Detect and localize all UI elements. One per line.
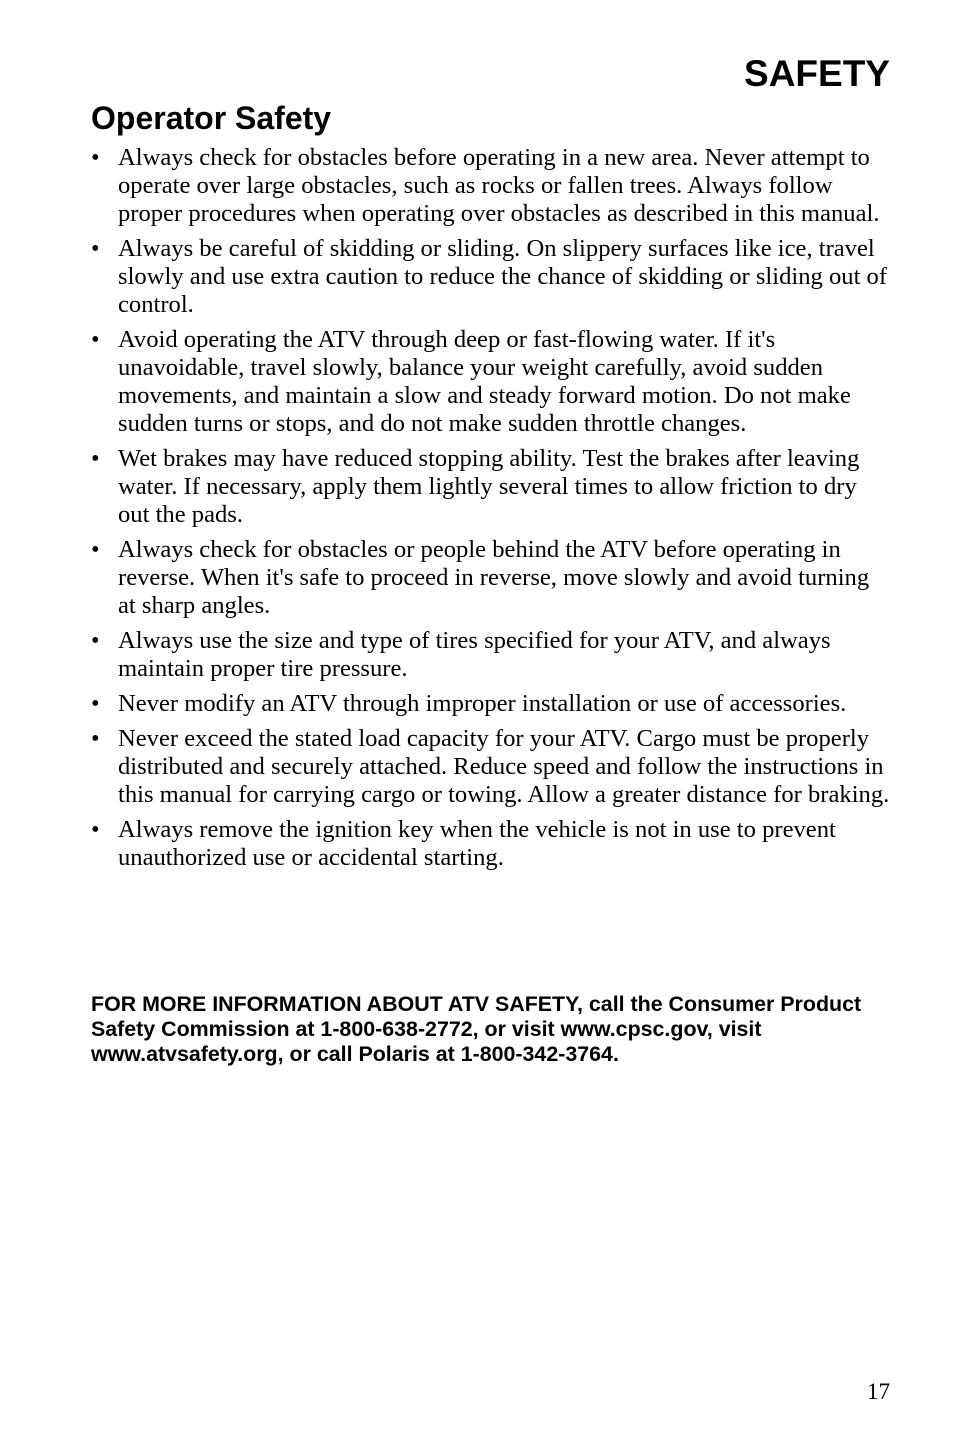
list-item bbox=[91, 144, 891, 228]
list-item bbox=[91, 627, 891, 683]
list-item-text: Always check for obstacles or people behind the ATV before operating in reverse. When it's safe to proceed in reverse, move slowly and avoid turning at sharp angles. bbox=[118, 536, 870, 619]
list-item-text: Never exceed the stated load capacity for your ATV. Cargo must be properly distributed and securely attached. Reduce speed and follow the instructions in this manual for carrying cargo or towing. Allow a greater distance for braking. bbox=[118, 725, 890, 808]
safety-bullet-list bbox=[91, 144, 891, 879]
bullet-icon: • bbox=[91, 144, 100, 171]
list-item bbox=[91, 690, 891, 718]
list-item-text: Wet brakes may have reduced stopping ability. Test the brakes after leaving water. If necessary, apply them lightly several times to allow friction to dry out the pads. bbox=[118, 445, 860, 528]
list-item bbox=[91, 235, 891, 319]
page-number: 17 bbox=[867, 1379, 890, 1404]
list-item bbox=[91, 816, 891, 872]
bullet-icon: • bbox=[91, 690, 100, 717]
page-title: Operator Safety bbox=[91, 100, 332, 136]
list-item bbox=[91, 536, 891, 620]
list-item-text: Avoid operating the ATV through deep or fast-flowing water. If it's unavoidable, travel slowly, balance your weight carefully, avoid sudden movements, and maintain a slow and steady forward motion. Do not make sudden turns or stops, and do not make sudden throttle changes. bbox=[118, 326, 851, 437]
bullet-icon: • bbox=[91, 235, 100, 262]
section-header: SAFETY bbox=[744, 53, 890, 94]
safety-info-note: FOR MORE INFORMATION ABOUT ATV SAFETY, call the Consumer Product Safety Commission at 1-800-638-2772, or visit www.cpsc.gov, visit www.atvsafety.org, or call Polaris at 1-800-342-3764. bbox=[91, 992, 862, 1066]
list-item-text: Always use the size and type of tires specified for your ATV, and always maintain proper tire pressure. bbox=[118, 627, 831, 682]
bullet-icon: • bbox=[91, 627, 100, 654]
list-item-text: Never modify an ATV through improper installation or use of accessories. bbox=[118, 690, 847, 717]
bullet-icon: • bbox=[91, 536, 100, 563]
list-item-text: Always be careful of skidding or sliding. On slippery surfaces like ice, travel slowly and use extra caution to reduce the chance of skidding or sliding out of control. bbox=[118, 235, 888, 318]
list-item-text: Always check for obstacles before operating in a new area. Never attempt to operate over large obstacles, such as rocks or fallen trees. Always follow proper procedures when operating over obstacles as described in this manual. bbox=[118, 144, 880, 227]
bullet-icon: • bbox=[91, 725, 100, 752]
bullet-icon: • bbox=[91, 326, 100, 353]
list-item bbox=[91, 445, 891, 529]
list-item bbox=[91, 326, 891, 438]
bullet-icon: • bbox=[91, 445, 100, 472]
list-item bbox=[91, 725, 891, 809]
list-item-text: Always remove the ignition key when the vehicle is not in use to prevent unauthorized use or accidental starting. bbox=[118, 816, 836, 871]
bullet-icon: • bbox=[91, 816, 100, 843]
